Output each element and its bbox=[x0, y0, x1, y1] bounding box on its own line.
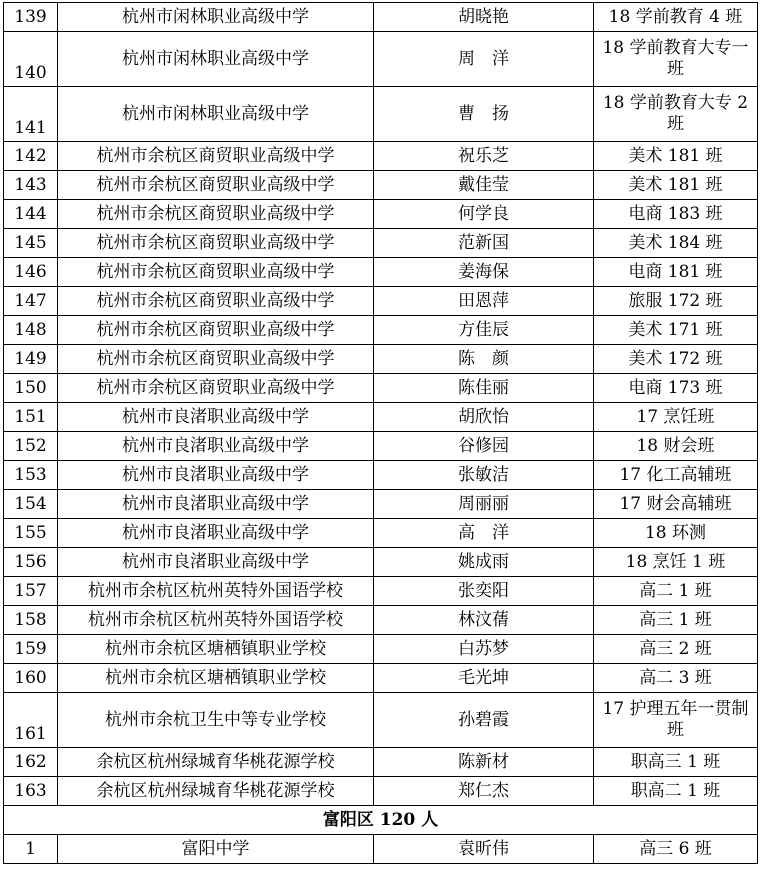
class-cell: 电商 183 班 bbox=[594, 200, 758, 229]
table-row bbox=[4, 229, 758, 258]
school-cell: 杭州市余杭区商贸职业高级中学 bbox=[58, 200, 374, 229]
student-name-cell: 陈佳丽 bbox=[374, 374, 594, 403]
table-row bbox=[4, 258, 758, 287]
student-name-cell: 姚成雨 bbox=[374, 548, 594, 577]
class-cell: 美术 171 班 bbox=[594, 316, 758, 345]
table-row bbox=[4, 777, 758, 806]
table-row bbox=[4, 432, 758, 461]
row-number: 160 bbox=[4, 664, 58, 693]
student-name-cell: 谷修园 bbox=[374, 432, 594, 461]
student-name-cell: 姜海保 bbox=[374, 258, 594, 287]
section-header-body bbox=[4, 806, 758, 835]
table-row bbox=[4, 200, 758, 229]
school-cell: 杭州市余杭区塘栖镇职业学校 bbox=[58, 664, 374, 693]
row-number: 142 bbox=[4, 142, 58, 171]
student-name-cell: 白苏梦 bbox=[374, 635, 594, 664]
table-row bbox=[4, 519, 758, 548]
class-cell: 美术 184 班 bbox=[594, 229, 758, 258]
school-cell: 杭州市余杭区商贸职业高级中学 bbox=[58, 345, 374, 374]
class-cell: 18 环测 bbox=[594, 519, 758, 548]
table-row bbox=[4, 490, 758, 519]
class-cell: 高三 6 班 bbox=[594, 835, 758, 864]
student-name-cell: 张敏洁 bbox=[374, 461, 594, 490]
student-name-cell: 何学良 bbox=[374, 200, 594, 229]
row-number: 148 bbox=[4, 316, 58, 345]
table-row bbox=[4, 461, 758, 490]
student-list-table bbox=[3, 2, 758, 864]
row-number: 155 bbox=[4, 519, 58, 548]
student-name-cell: 胡欣怡 bbox=[374, 403, 594, 432]
school-cell: 杭州市良渚职业高级中学 bbox=[58, 432, 374, 461]
class-cell: 美术 172 班 bbox=[594, 345, 758, 374]
class-cell: 18 学前教育 4 班 bbox=[594, 3, 758, 32]
table-row bbox=[4, 606, 758, 635]
student-name-cell: 林汶蒨 bbox=[374, 606, 594, 635]
row-number: 151 bbox=[4, 403, 58, 432]
row-number: 157 bbox=[4, 577, 58, 606]
table-row bbox=[4, 316, 758, 345]
class-cell: 职高二 1 班 bbox=[594, 777, 758, 806]
row-number: 159 bbox=[4, 635, 58, 664]
class-cell: 高二 3 班 bbox=[594, 664, 758, 693]
table-row bbox=[4, 748, 758, 777]
school-cell: 杭州市余杭区杭州英特外国语学校 bbox=[58, 606, 374, 635]
row-number: 154 bbox=[4, 490, 58, 519]
row-number: 140 bbox=[4, 32, 58, 87]
table-row bbox=[4, 403, 758, 432]
row-number: 152 bbox=[4, 432, 58, 461]
school-cell: 杭州市良渚职业高级中学 bbox=[58, 403, 374, 432]
school-cell: 杭州市闲林职业高级中学 bbox=[58, 87, 374, 142]
row-number: 141 bbox=[4, 87, 58, 142]
student-name-cell: 田恩萍 bbox=[374, 287, 594, 316]
student-name-cell: 陈 颜 bbox=[374, 345, 594, 374]
class-cell: 旅服 172 班 bbox=[594, 287, 758, 316]
table-row bbox=[4, 635, 758, 664]
class-cell: 高二 1 班 bbox=[594, 577, 758, 606]
school-cell: 杭州市良渚职业高级中学 bbox=[58, 519, 374, 548]
section-header-row bbox=[4, 806, 758, 835]
school-cell: 杭州市余杭区商贸职业高级中学 bbox=[58, 142, 374, 171]
class-cell: 17 烹饪班 bbox=[594, 403, 758, 432]
row-number: 144 bbox=[4, 200, 58, 229]
table-row bbox=[4, 664, 758, 693]
student-name-cell: 周 洋 bbox=[374, 32, 594, 87]
school-cell: 杭州市良渚职业高级中学 bbox=[58, 461, 374, 490]
table-row bbox=[4, 32, 758, 87]
class-cell: 电商 181 班 bbox=[594, 258, 758, 287]
student-name-cell: 孙碧霞 bbox=[374, 693, 594, 748]
class-cell: 电商 173 班 bbox=[594, 374, 758, 403]
class-cell: 17 化工高辅班 bbox=[594, 461, 758, 490]
row-number: 150 bbox=[4, 374, 58, 403]
school-cell: 杭州市余杭区塘栖镇职业学校 bbox=[58, 635, 374, 664]
school-cell: 余杭区杭州绿城育华桃花源学校 bbox=[58, 748, 374, 777]
row-number: 158 bbox=[4, 606, 58, 635]
class-cell: 职高三 1 班 bbox=[594, 748, 758, 777]
class-cell: 高三 2 班 bbox=[594, 635, 758, 664]
row-number: 139 bbox=[4, 3, 58, 32]
table-row bbox=[4, 142, 758, 171]
student-name-cell: 陈新材 bbox=[374, 748, 594, 777]
class-cell: 18 烹饪 1 班 bbox=[594, 548, 758, 577]
table-row bbox=[4, 287, 758, 316]
table-body-bottom bbox=[4, 835, 758, 864]
row-number: 153 bbox=[4, 461, 58, 490]
class-cell: 17 财会高辅班 bbox=[594, 490, 758, 519]
table-row bbox=[4, 548, 758, 577]
row-number: 149 bbox=[4, 345, 58, 374]
school-cell: 富阳中学 bbox=[58, 835, 374, 864]
row-number: 162 bbox=[4, 748, 58, 777]
school-cell: 杭州市余杭区商贸职业高级中学 bbox=[58, 258, 374, 287]
student-name-cell: 曹 扬 bbox=[374, 87, 594, 142]
school-cell: 杭州市闲林职业高级中学 bbox=[58, 3, 374, 32]
section-title: 富阳区 120 人 bbox=[4, 806, 758, 835]
table-row bbox=[4, 171, 758, 200]
school-cell: 杭州市余杭区商贸职业高级中学 bbox=[58, 287, 374, 316]
student-name-cell: 祝乐芝 bbox=[374, 142, 594, 171]
table-row bbox=[4, 345, 758, 374]
school-cell: 杭州市余杭卫生中等专业学校 bbox=[58, 693, 374, 748]
student-name-cell: 郑仁杰 bbox=[374, 777, 594, 806]
student-name-cell: 戴佳莹 bbox=[374, 171, 594, 200]
student-name-cell: 方佳辰 bbox=[374, 316, 594, 345]
table-row bbox=[4, 87, 758, 142]
row-number: 161 bbox=[4, 693, 58, 748]
table-row bbox=[4, 835, 758, 864]
school-cell: 杭州市余杭区商贸职业高级中学 bbox=[58, 229, 374, 258]
row-number: 147 bbox=[4, 287, 58, 316]
class-cell: 18 财会班 bbox=[594, 432, 758, 461]
student-name-cell: 胡晓艳 bbox=[374, 3, 594, 32]
class-cell: 高三 1 班 bbox=[594, 606, 758, 635]
school-cell: 杭州市余杭区杭州英特外国语学校 bbox=[58, 577, 374, 606]
table-row bbox=[4, 693, 758, 748]
row-number: 143 bbox=[4, 171, 58, 200]
row-number: 146 bbox=[4, 258, 58, 287]
school-cell: 杭州市闲林职业高级中学 bbox=[58, 32, 374, 87]
table-row bbox=[4, 577, 758, 606]
student-name-cell: 范新国 bbox=[374, 229, 594, 258]
school-cell: 杭州市余杭区商贸职业高级中学 bbox=[58, 171, 374, 200]
school-cell: 杭州市余杭区商贸职业高级中学 bbox=[58, 316, 374, 345]
class-cell: 美术 181 班 bbox=[594, 171, 758, 200]
school-cell: 杭州市良渚职业高级中学 bbox=[58, 490, 374, 519]
school-cell: 杭州市余杭区商贸职业高级中学 bbox=[58, 374, 374, 403]
class-cell: 17 护理五年一贯制班 bbox=[594, 693, 758, 748]
table-row bbox=[4, 3, 758, 32]
school-cell: 余杭区杭州绿城育华桃花源学校 bbox=[58, 777, 374, 806]
student-name-cell: 张奕阳 bbox=[374, 577, 594, 606]
row-number: 145 bbox=[4, 229, 58, 258]
row-number: 156 bbox=[4, 548, 58, 577]
student-name-cell: 高 洋 bbox=[374, 519, 594, 548]
table-body-top bbox=[4, 3, 758, 806]
row-number: 1 bbox=[4, 835, 58, 864]
class-cell: 18 学前教育大专 2 班 bbox=[594, 87, 758, 142]
student-name-cell: 周丽丽 bbox=[374, 490, 594, 519]
table-row bbox=[4, 374, 758, 403]
class-cell: 18 学前教育大专一班 bbox=[594, 32, 758, 87]
row-number: 163 bbox=[4, 777, 58, 806]
school-cell: 杭州市良渚职业高级中学 bbox=[58, 548, 374, 577]
student-name-cell: 毛光坤 bbox=[374, 664, 594, 693]
student-name-cell: 袁昕伟 bbox=[374, 835, 594, 864]
class-cell: 美术 181 班 bbox=[594, 142, 758, 171]
